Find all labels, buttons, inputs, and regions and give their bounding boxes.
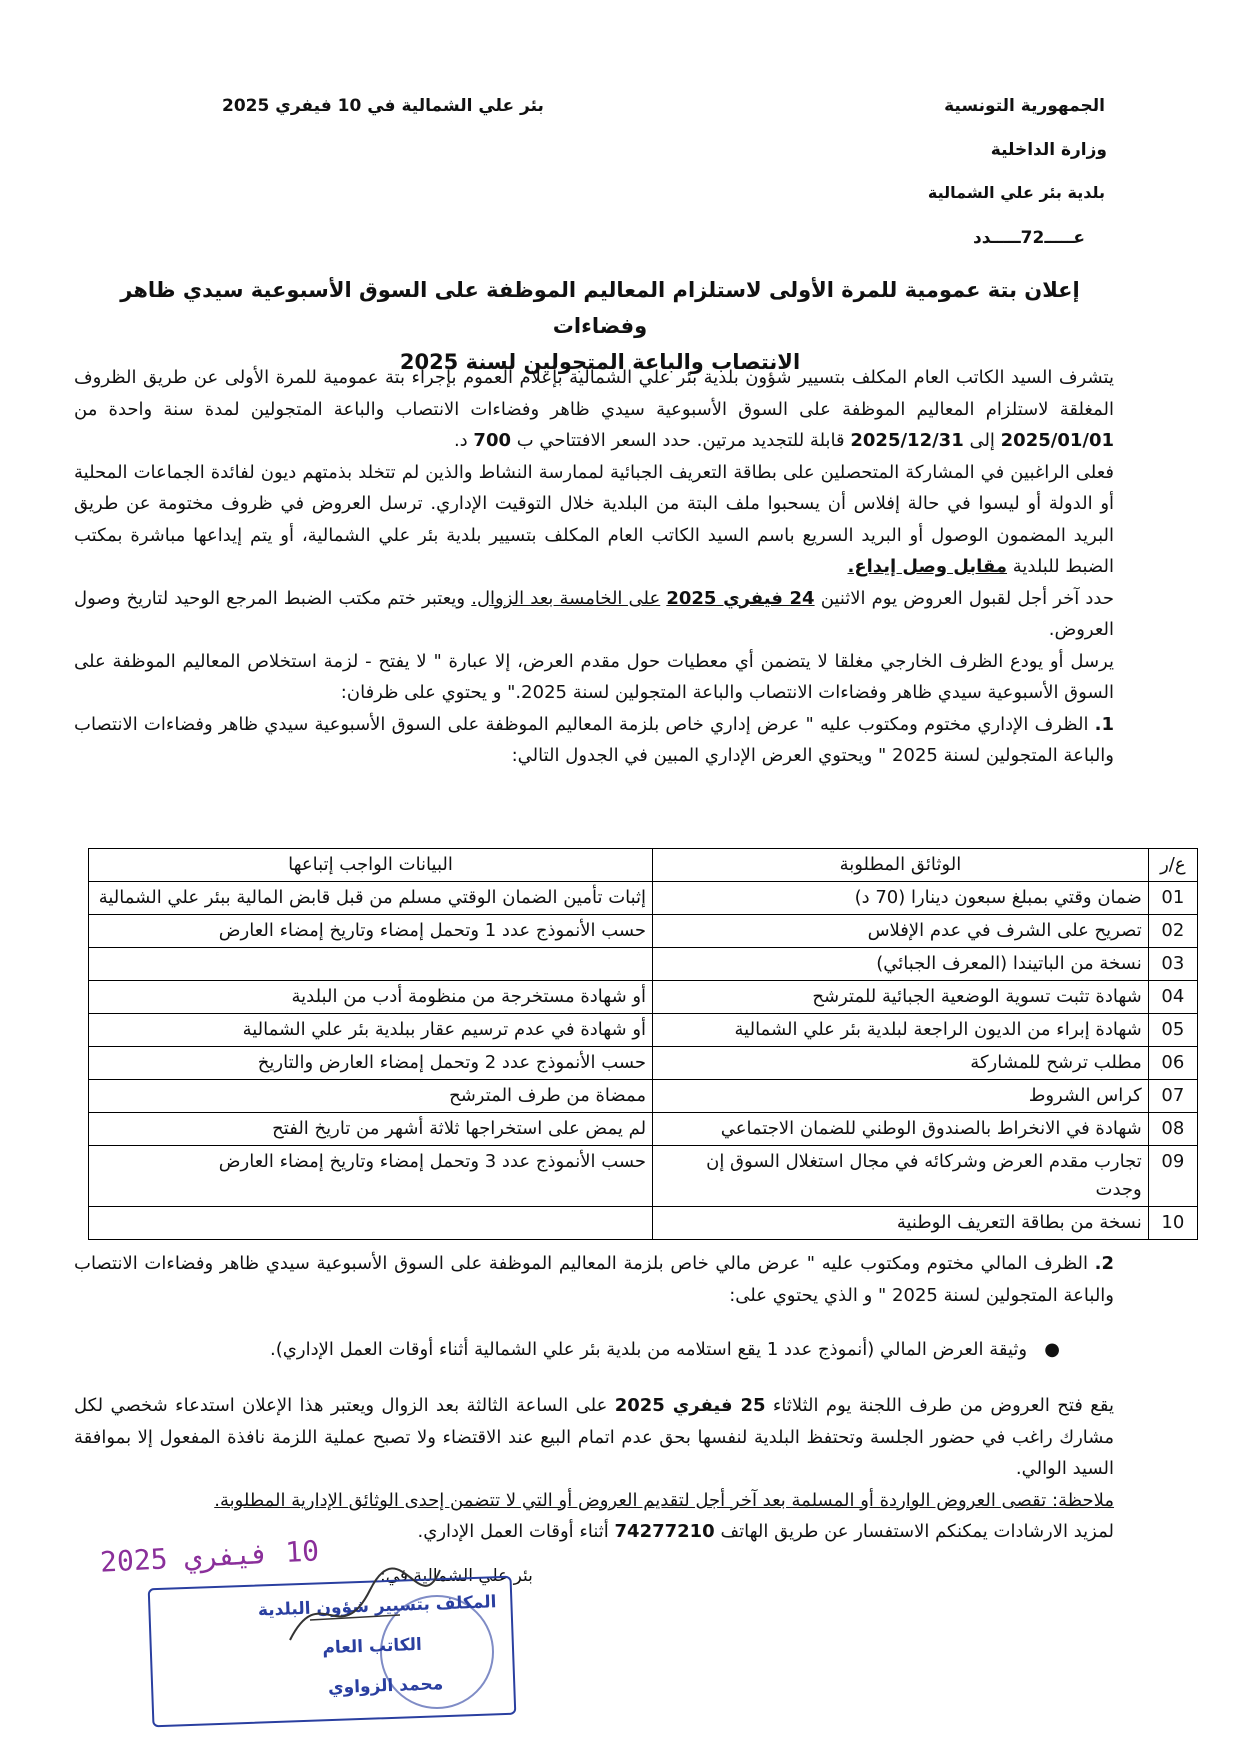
stamp-line-3: محمد الزواوي <box>327 1674 444 1699</box>
row-document: ضمان وقتي بمبلغ سبعون دينارا (70 د) <box>653 882 1149 915</box>
row-requirement: أو شهادة مستخرجة من منظومة أدب من البلدية <box>89 981 653 1014</box>
to-word: إلى <box>963 430 1001 451</box>
row-document: تجارب مقدم العرض وشركائه في مجال استغلال السوق إن وجدت <box>653 1146 1149 1207</box>
row-number: 07 <box>1148 1080 1197 1113</box>
row-document: نسخة من الباتيندا (المعرف الجبائي) <box>653 948 1149 981</box>
header-requirements: البيانات الواجب إتباعها <box>89 849 653 882</box>
opening-price: 700 <box>473 430 511 451</box>
header-documents: الوثائق المطلوبة <box>653 849 1149 882</box>
row-requirement: إثبات تأمين الضمان الوقتي مسلم من قبل قابض المالية ببئر علي الشمالية <box>89 882 653 915</box>
header-number: ع/ر <box>1148 849 1197 882</box>
opening-date: 25 فيفري 2025 <box>614 1395 766 1416</box>
intro-paragraph <box>74 362 1114 457</box>
row-requirement: أو شهادة في عدم ترسيم عقار ببلدية بئر علي الشمالية <box>89 1014 653 1047</box>
table-row <box>89 915 1198 948</box>
documents-table <box>88 848 1198 1240</box>
deadline-text: حدد آخر أجل لقبول العروض يوم الاثنين <box>814 587 1114 609</box>
admin-envelope-paragraph <box>74 709 1114 772</box>
place-date: بئر علي الشمالية في 10 فيفري 2025 <box>222 96 544 116</box>
intro-text: يتشرف السيد الكاتب العام المكلف بتسيير شؤون بلدية بئر علي الشمالية بإعلام العموم بإجراء بتة عمومية للمرة الأولى عن طريق الظروف المغلقة لاستلزام المعاليم الموظفة على السوق الأسبوعية سيدي ظاهر وفضاءات الانتصاب والباعة المتجولين لمدة سنة واحدة من <box>74 367 1114 420</box>
note-paragraph: ملاحظة: تقصى العروض الواردة أو المسلمة بعد آخر أجل لتقديم العروض أو التي لا تتضمن إحدى الوثائق الإدارية المطلوبة. <box>214 1489 1114 1511</box>
eligibility-text: فعلى الراغبين في المشاركة المتحصلين على بطاقة التعريف الجبائية لممارسة النشاط والذين لم تتخلد بذمتهم ديون لفائدة الجماعات المحلية أو الدولة أو ليسوا في حالة إفلاس أن يسحبوا ملف البتة من البلدية خلال التوقيت الإداري. <box>74 461 1115 514</box>
row-number: 08 <box>1148 1113 1197 1146</box>
deposit-receipt-text: مقابل وصل إيداع. <box>847 556 1007 577</box>
row-number: 09 <box>1148 1146 1197 1207</box>
opening-paragraph <box>74 1390 1114 1485</box>
financial-paragraph <box>74 1248 1114 1311</box>
deadline-date: 24 فيفري 2025 <box>666 587 815 609</box>
table-row <box>89 1207 1198 1240</box>
row-number: 04 <box>1148 981 1197 1014</box>
title-line-1: إعلان بتة عمومية للمرة الأولى لاستلزام المعاليم الموظفة على السوق الأسبوعية سيدي ظاهر وفضاءات <box>120 278 1080 338</box>
row-requirement: حسب الأنموذج عدد 3 وتحمل إمضاء وتاريخ إمضاء العارض <box>89 1146 653 1207</box>
phone-number: 74277210 <box>614 1521 715 1542</box>
row-number: 02 <box>1148 915 1197 948</box>
admin-envelope-text: الظرف الإداري مختوم ومكتوب عليه " عرض إداري خاص بلزمة المعاليم الموظفة على السوق الأسبوعية سيدي ظاهر وفضاءات الانتصاب والباعة المتجولين لسنة 2025 " ويحتوي العرض الإداري المبين في الجدول التالي: <box>74 713 1114 766</box>
table-row <box>89 1146 1198 1207</box>
row-number: 06 <box>1148 1047 1197 1080</box>
table-row <box>89 1113 1198 1146</box>
ministry-name: وزارة الداخلية <box>990 140 1107 160</box>
row-document: نسخة من بطاقة التعريف الوطنية <box>653 1207 1149 1240</box>
table-row <box>89 1080 1198 1113</box>
contact-text-2: أثناء أوقات العمل الإداري. <box>417 1521 615 1542</box>
row-document: كراس الشروط <box>653 1080 1149 1113</box>
stamp-line-2: الكاتب العام <box>322 1634 423 1659</box>
country-name: الجمهورية التونسية <box>944 96 1105 116</box>
closing-section <box>74 1390 1114 1548</box>
financial-bullet <box>270 1339 1060 1360</box>
handwritten-signature <box>280 1560 450 1660</box>
item-number-2: 2. <box>1094 1253 1114 1274</box>
row-requirement: حسب الأنموذج عدد 1 وتحمل إمضاء وتاريخ إمضاء العارض <box>89 915 653 948</box>
date-stamp: 10 فيفري 2025 <box>99 1534 320 1579</box>
submission-text: ترسل العروض في ظروف مختومة عن طريق البريد المضمون الوصول أو البريد السريع باسم السيد الكاتب العام المكلف بتسيير بلدية بئر علي الشمالية، أو يتم إيداعها مباشرة بمكتب الضبط للبلدية <box>74 493 1114 577</box>
row-requirement: ممضاة من طرف المترشح <box>89 1080 653 1113</box>
opening-text: يقع فتح العروض من طرف اللجنة يوم الثلاثاء <box>765 1395 1114 1416</box>
contact-text: لمزيد الارشادات يمكنكم الاستفسار عن طريق الهاتف <box>714 1521 1114 1542</box>
row-requirement: لم يمض على استخراجها ثلاثة أشهر من تاريخ الفتح <box>89 1113 653 1146</box>
title-line-2: الانتصاب والباعة المتجولين لسنة 2025 <box>399 350 801 374</box>
announcement-body <box>74 362 1114 772</box>
table-row <box>89 981 1198 1014</box>
row-number: 01 <box>1148 882 1197 915</box>
municipality-name: بلدية بئر علي الشمالية <box>927 183 1105 202</box>
opening-text-2: على الساعة الثالثة بعد الزوال ويعتبر هذا الإعلان استدعاء شخصي لكل مشارك راغب في حضور الجلسة وتحتفظ البلدية لنفسها بحق عدم اتمام البيع عند الاقتضاء ولا تصبح عملية اللزمة نافذة المفعول إلا بموافقة السيد الوالي. <box>74 1395 1114 1479</box>
financial-text: الظرف المالي مختوم ومكتوب عليه " عرض مالي خاص بلزمة المعاليم الموظفة على السوق الأسبوعية سيدي ظاهر وفضاءات الانتصاب والباعة المتجولين لسنة 2025 " و الذي يحتوي على: <box>74 1253 1114 1306</box>
row-document: شهادة تثبت تسوية الوضعية الجبائية للمترشح <box>653 981 1149 1014</box>
envelope-paragraph: يرسل أو يودع الظرف الخارجي مغلقا لا يتضمن أي معطيات حول مقدم العرض، إلا عبارة " لا يفتح - لزمة استخلاص المعاليم الموظفة على السوق الأسبوعية سيدي ظاهر وفضاءات الانتصاب والباعة المتجولين لسنة 2025." و يحتوي على ظرفان: <box>74 650 1114 703</box>
bullet-icon: ● <box>1027 1339 1060 1360</box>
signature-place: بئر علي الشمالية في: <box>380 1566 533 1586</box>
row-requirement <box>89 948 653 981</box>
row-document: تصريح على الشرف في عدم الإفلاس <box>653 915 1149 948</box>
row-number: 10 <box>1148 1207 1197 1240</box>
deadline-paragraph <box>74 583 1114 646</box>
item-number-1: 1. <box>1094 713 1114 735</box>
start-date: 2025/01/01 <box>1000 430 1114 451</box>
financial-section <box>74 1248 1114 1311</box>
row-number: 03 <box>1148 948 1197 981</box>
row-number: 05 <box>1148 1014 1197 1047</box>
row-document: مطلب ترشح للمشاركة <box>653 1047 1149 1080</box>
intro-text-2: قابلة للتجديد مرتين. حدد السعر الافتتاحي ب <box>511 430 851 451</box>
reference-number: عـــــ72ـــــدد <box>973 228 1085 248</box>
end-date: 2025/12/31 <box>850 430 964 451</box>
row-document: شهادة إبراء من الديون الراجعة لبلدية بئر علي الشمالية <box>653 1014 1149 1047</box>
financial-bullet-text: وثيقة العرض المالي (أنموذج عدد 1 يقع استلامه من بلدية بئر علي الشمالية أثناء أوقات العمل الإداري). <box>270 1339 1028 1360</box>
deadline-time: على الخامسة بعد الزوال. <box>471 587 661 609</box>
table-row <box>89 882 1198 915</box>
row-requirement: حسب الأنموذج عدد 2 وتحمل إمضاء العارض والتاريخ <box>89 1047 653 1080</box>
table-row <box>89 1047 1198 1080</box>
table-row <box>89 1014 1198 1047</box>
table-header-row <box>89 849 1198 882</box>
stamp-line-1: المكلف بتسيير شؤون البلدية <box>257 1592 497 1621</box>
currency-text: د. <box>453 430 474 451</box>
row-requirement <box>89 1207 653 1240</box>
table-row <box>89 948 1198 981</box>
eligibility-paragraph <box>74 457 1114 583</box>
deadline-note: ويعتبر ختم مكتب الضبط المرجع الوحيد لتاريخ وصول العروض. <box>74 587 1114 640</box>
row-document: شهادة في الانخراط بالصندوق الوطني للضمان الاجتماعي <box>653 1113 1149 1146</box>
